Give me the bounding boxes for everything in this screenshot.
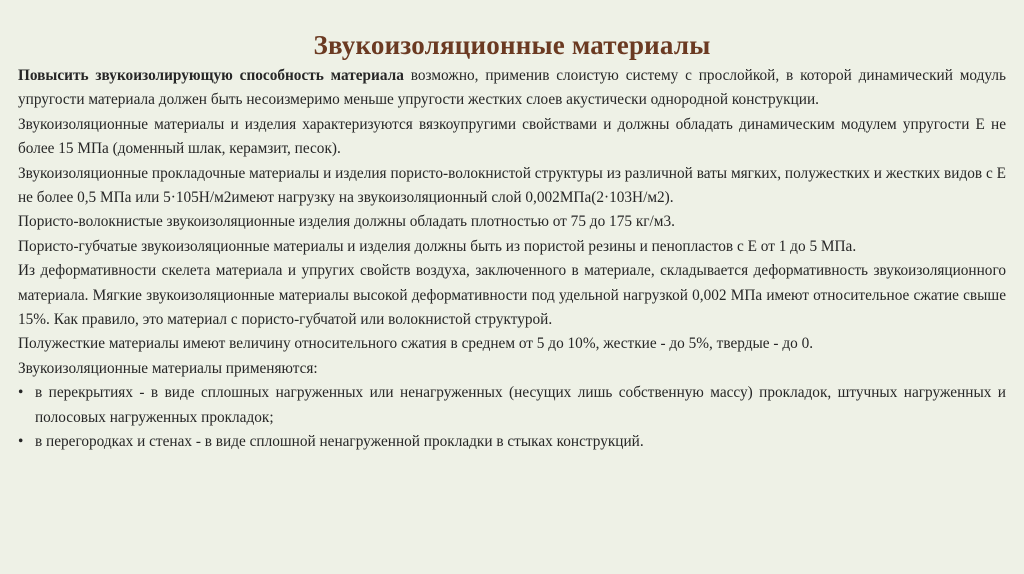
paragraph-density: Пористо-волокнистые звукоизоляционные изделия должны обладать плотностью от 75 до 175 кг/м3. xyxy=(18,213,675,231)
intro-bold-text: Повысить звукоизолирующую способность материала xyxy=(18,67,404,84)
applications-list xyxy=(18,381,1006,454)
paragraph-dynamic-modulus: Звукоизоляционные материалы и изделия характеризуются вязкоупругими свойствами и должны обладать динамическим модулем упругости Е не более 15 МПа (доменный шлак, керамзит, песок). xyxy=(18,115,1006,158)
paragraph-porous-spongy: Пористо-губчатые звукоизоляционные материалы и изделия должны быть из пористой резины и пенопластов с Е от 1 до 5 МПа. xyxy=(18,237,857,255)
list-item-text: в перегородках и стенах - в виде сплошной ненагруженной прокладки в стыках конструкций. xyxy=(35,433,644,451)
paragraph-applications: Звукоизоляционные материалы применяются: xyxy=(18,359,318,377)
bullet-icon: • xyxy=(18,433,24,451)
list-item xyxy=(18,430,1006,454)
slide-title: Звукоизоляционные материалы xyxy=(313,30,711,60)
paragraph-deformability: Из деформативности скелета материала и упругих свойств воздуха, заключенного в материале, складывается деформативность звукоизоляционного материала. Мягкие звукоизоляционные материалы высокой деформативности под удельной нагрузкой 0,002 МПа имеют относительное сжатие свыше 15%. Как правило, это материал с пористо-губчатой или волокнистой структурой. xyxy=(18,262,1006,329)
intro-paragraph xyxy=(18,64,1006,113)
list-item-text: в перекрытиях - в виде сплошных нагруженных или ненагруженных (несущих лишь собственную массу) прокладок, штучных нагруженных и полосовых нагруженных прокладок; xyxy=(35,384,1006,426)
paragraph-porous-fibrous-gaskets: Звукоизоляционные прокладочные материалы и изделия пористо-волокнистой структуры из различной ваты мягких, полужестких и жестких видов с Е не более 0,5 МПа или 5·105Н/м2имеют нагрузку на звукоизоляционный слой 0,002МПа(2·103Н/м2). xyxy=(18,164,1006,207)
list-item xyxy=(18,381,1006,430)
paragraph-compression: Полужесткие материалы имеют величину относительного сжатия в среднем от 5 до 10%, жесткие - до 5%, твердые - до 0. xyxy=(18,335,814,353)
bullet-icon: • xyxy=(18,384,24,402)
slide-body xyxy=(18,64,1006,455)
intro-text: возможно, применив слоистую систему с прослойкой, в которой динамический модуль упругости материала должен быть несоизмеримо меньше упругости жестких слоев акустически однородной конструкции. xyxy=(18,67,1006,109)
